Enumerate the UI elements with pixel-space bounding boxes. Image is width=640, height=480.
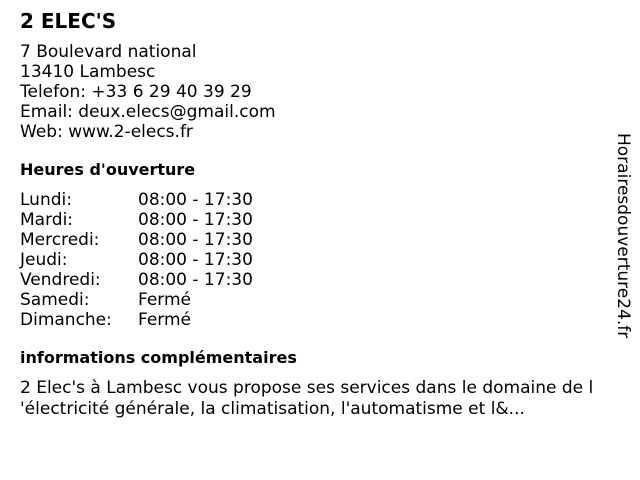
day-hours: 08:00 - 17:30 xyxy=(138,210,253,230)
day-hours: Fermé xyxy=(138,290,192,310)
address-street: 7 Boulevard national xyxy=(20,42,197,62)
hours-row-sunday xyxy=(20,310,610,330)
day-label: Samedi: xyxy=(20,290,90,310)
business-name: 2 ELEC'S xyxy=(20,9,117,33)
day-label: Mardi: xyxy=(20,210,74,230)
address-city: 13410 Lambesc xyxy=(20,62,156,82)
description-line: 'électricité générale, la climatisation, l'automatisme et l&... xyxy=(20,399,525,419)
day-hours: Fermé xyxy=(138,310,192,330)
day-label: Jeudi: xyxy=(20,250,68,270)
day-label: Mercredi: xyxy=(20,230,100,250)
day-label: Dimanche: xyxy=(20,310,112,330)
day-hours: 08:00 - 17:30 xyxy=(138,190,253,210)
phone-number: Telefon: +33 6 29 40 39 29 xyxy=(20,82,252,102)
day-hours: 08:00 - 17:30 xyxy=(138,250,253,270)
description-line: 2 Elec's à Lambesc vous propose ses services dans le domaine de l xyxy=(20,378,594,398)
hours-row-thursday xyxy=(20,250,610,270)
hours-row-monday xyxy=(20,190,610,210)
hours-row-tuesday xyxy=(20,210,610,230)
business-card xyxy=(20,8,610,420)
watermark-text: Horairesdouverture24.fr xyxy=(613,133,633,339)
day-label: Vendredi: xyxy=(20,270,101,290)
opening-hours-title: Heures d'ouverture xyxy=(20,160,196,179)
day-hours: 08:00 - 17:30 xyxy=(138,230,253,250)
website-link: Web: www.2-elecs.fr xyxy=(20,122,193,142)
hours-row-saturday xyxy=(20,290,610,310)
additional-info-title: informations complémentaires xyxy=(20,348,297,367)
additional-info-text xyxy=(20,378,610,420)
email-address: Email: deux.elecs@gmail.com xyxy=(20,102,276,122)
hours-row-friday xyxy=(20,270,610,290)
day-label: Lundi: xyxy=(20,190,72,210)
hours-row-wednesday xyxy=(20,230,610,250)
day-hours: 08:00 - 17:30 xyxy=(138,270,253,290)
opening-hours-list xyxy=(20,190,610,330)
